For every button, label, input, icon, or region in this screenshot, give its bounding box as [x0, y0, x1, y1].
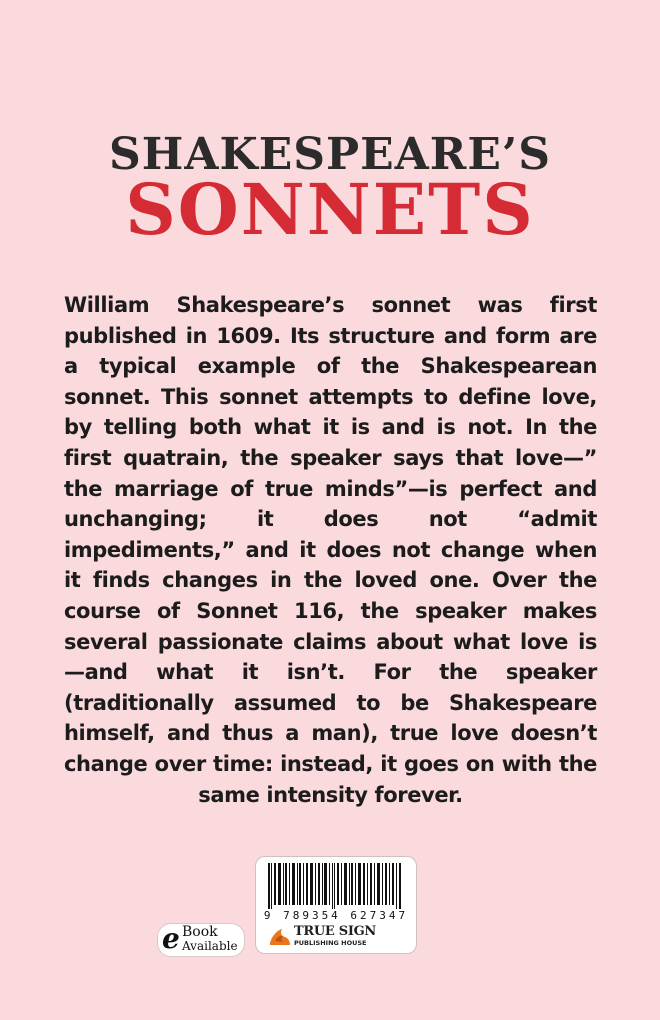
barcode-panel	[255, 856, 417, 954]
isbn-number: 9 789354 627347	[263, 909, 409, 922]
publisher-name: TRUE SIGN	[294, 924, 377, 939]
ebook-available-badge	[157, 923, 245, 957]
ebook-e-icon: e	[162, 922, 180, 955]
ebook-label: Book	[182, 924, 218, 940]
title-line-2: SONNETS	[125, 168, 535, 251]
publisher-subtitle: PUBLISHING HOUSE	[294, 939, 367, 947]
publisher-logo-icon	[268, 927, 292, 947]
ebook-available-label: Available	[182, 939, 238, 953]
back-cover-blurb: William Shakespeare’s sonnet was first published in 1609. Its structure and form are a typical example of the Shakespearean sonnet. This sonnet attempts to define love, by telling both what it is and is not. In the first quatrain, the speaker says that love—” the marriage of true minds”—is perfect and unchanging; it does not “admit impediments,” and it does not change when it finds changes in the loved one. Over the course of Sonnet 116, the speaker makes several passionate claims about what love is—and what it isn’t. For the speaker (traditionally assumed to be Shakespeare himself, and thus a man), true love doesn’t change over time: instead, it goes on with the same intensity forever.	[64, 293, 597, 807]
title-line-1: SHAKESPEARE’S	[109, 129, 551, 180]
barcode-icon	[266, 863, 406, 909]
